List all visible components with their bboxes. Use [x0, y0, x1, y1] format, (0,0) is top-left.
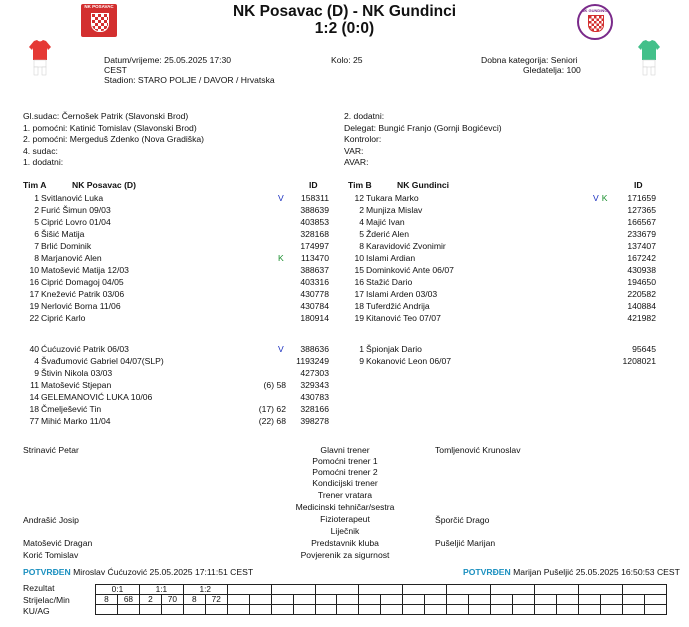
- official-line: Delegat: Bungić Franjo (Gornji Bogićevci): [344, 122, 502, 133]
- player-number: 16: [354, 277, 364, 287]
- player-id: 430783: [300, 392, 329, 402]
- result-grid: [95, 584, 667, 615]
- scorer-cell: [293, 595, 315, 605]
- player-id: 430938: [627, 265, 656, 275]
- score-cell: [447, 585, 491, 595]
- player-number: 1: [359, 344, 364, 354]
- player-number: 22: [29, 313, 39, 323]
- player-sub-minute: (17) 62: [258, 404, 286, 414]
- away-confirmation-text: Marijan Pušeljić 25.05.2025 16:50:53 CEST: [513, 567, 680, 577]
- player-name: Majić Ivan: [366, 217, 405, 227]
- ku-ag-row-label: KU/AG: [23, 606, 50, 616]
- scorer-cell: 70: [161, 595, 183, 605]
- player-row: [23, 265, 333, 276]
- player-name: Šišić Matija: [41, 229, 85, 239]
- player-name: Švađumović Gabriel 04/07(SLP): [41, 356, 164, 366]
- home-confirmation: [23, 567, 253, 577]
- score-cell: [578, 585, 622, 595]
- player-id: 95645: [632, 344, 656, 354]
- official-line: 2. dodatni:: [344, 111, 385, 121]
- away-confirmation: [463, 567, 680, 577]
- player-name: Čmelješević Tin: [41, 404, 102, 414]
- player-number: 19: [354, 313, 364, 323]
- team-a-name: NK Posavac (D): [72, 180, 136, 190]
- player-row: [23, 241, 333, 252]
- player-name: Mihić Marko 11/04: [41, 416, 111, 426]
- away-head-coach: Tomljenović Krunoslav: [435, 445, 521, 455]
- player-name: Svitlanović Luka: [41, 193, 104, 203]
- scorer-cell: 2: [139, 595, 161, 605]
- scorer-cell: [249, 595, 271, 605]
- player-name: Islami Arden 03/03: [366, 289, 438, 299]
- player-name: Dominković Ante 06/07: [366, 265, 454, 275]
- player-row: [348, 205, 658, 216]
- player-number: 10: [354, 253, 364, 263]
- ku-ag-cell: [381, 605, 403, 615]
- ku-ag-cell: [557, 605, 579, 615]
- player-number: 7: [34, 241, 39, 251]
- player-number: 15: [354, 265, 364, 275]
- player-id: 430784: [300, 301, 329, 311]
- player-id: 388639: [300, 205, 329, 215]
- team-b-label: Tim B: [348, 180, 372, 190]
- ku-ag-cell: [205, 605, 227, 615]
- player-sub-minute: (6) 58: [263, 380, 286, 390]
- player-number: 1: [34, 193, 39, 203]
- player-row: [23, 344, 333, 355]
- player-row: [348, 229, 658, 240]
- ku-ag-cell: [578, 605, 600, 615]
- player-name: Tukara Marko: [366, 193, 419, 203]
- player-name: Žderić Alen: [366, 229, 409, 239]
- scorer-cell: 8: [96, 595, 118, 605]
- ku-ag-cell: [622, 605, 644, 615]
- confirmed-badge: POTVRĐEN: [23, 567, 71, 577]
- player-row: [23, 380, 333, 391]
- score-cell: [535, 585, 579, 595]
- player-name: Stažić Dario: [366, 277, 413, 287]
- ku-ag-cell: [96, 605, 118, 615]
- ku-ag-cell: [117, 605, 139, 615]
- player-id: 329343: [300, 380, 329, 390]
- player-name: Ćućuzović Patrik 06/03: [41, 344, 129, 354]
- official-line: AVAR:: [344, 157, 369, 167]
- match-stadium: Stadion: STARO POLJE / DAVOR / Hrvatska: [104, 75, 275, 85]
- player-name: Ciprić Karlo: [41, 313, 86, 323]
- score-cell: [491, 585, 535, 595]
- player-id: 1193249: [296, 356, 329, 366]
- player-name: Matošević Matija 12/03: [41, 265, 129, 275]
- official-line: 1. pomoćni: Katinić Tomislav (Slavonski Brod): [23, 122, 197, 133]
- player-name: Islami Ardian: [366, 253, 416, 263]
- player-id: 194650: [627, 277, 656, 287]
- player-id: 127365: [627, 205, 656, 215]
- player-row: [348, 193, 658, 204]
- match-timezone: CEST: [104, 65, 127, 75]
- match-datetime: Datum/vrijeme: 25.05.2025 17:30: [104, 55, 232, 65]
- player-id: 398278: [300, 416, 329, 426]
- player-number: 16: [29, 277, 39, 287]
- player-name: Kitanović Teo 07/07: [366, 313, 441, 323]
- player-number: 18: [29, 404, 39, 414]
- score-cell: 1:1: [139, 585, 183, 595]
- player-number: 40: [29, 344, 39, 354]
- result-grid-row: [96, 585, 667, 595]
- player-row: [23, 217, 333, 228]
- player-row: [348, 313, 658, 324]
- staff-role-label: Kondicijski trener: [312, 478, 378, 488]
- spectators: Gledatelja: 100: [523, 65, 581, 75]
- official-line: Kontrolor:: [344, 134, 382, 144]
- player-number: 77: [29, 416, 39, 426]
- player-row: [23, 277, 333, 288]
- staff-role-label: Pomoćni trener 2: [312, 467, 378, 477]
- scorer-cell: [337, 595, 359, 605]
- staff-role-label: Predstavnik kluba: [311, 538, 379, 548]
- ku-ag-cell: [161, 605, 183, 615]
- scorer-cell: [535, 595, 557, 605]
- away-shirt-icon: [638, 40, 660, 76]
- player-row: [23, 193, 333, 204]
- scorer-cell: 72: [205, 595, 227, 605]
- player-id: 388637: [300, 265, 329, 275]
- player-name: Matošević Stjepan: [41, 380, 112, 390]
- player-id: 427303: [300, 368, 329, 378]
- player-number: 14: [29, 392, 39, 402]
- scorer-cell: [469, 595, 491, 605]
- player-number: 9: [359, 356, 364, 366]
- official-line: Gl.sudac: Černošek Patrik (Slavonski Brod): [23, 111, 189, 121]
- scorer-cell: [557, 595, 579, 605]
- player-name: Furić Šimun 09/03: [41, 205, 111, 215]
- player-row: [23, 404, 333, 415]
- player-id: 403316: [300, 277, 329, 287]
- role-letter: K: [601, 193, 608, 203]
- home-physio: Andrašić Josip: [23, 515, 79, 525]
- player-row: [348, 301, 658, 312]
- player-number: 8: [34, 253, 39, 263]
- team-b-name: NK Gundinci: [397, 180, 450, 190]
- home-shirt-icon: [29, 40, 51, 76]
- score-cell: [227, 585, 271, 595]
- scorer-cell: [403, 595, 425, 605]
- player-number: 17: [354, 289, 364, 299]
- staff-role-label: Liječnik: [330, 526, 360, 536]
- player-row: [348, 241, 658, 252]
- player-number: 5: [34, 217, 39, 227]
- ku-ag-cell: [139, 605, 161, 615]
- player-id: 171659: [627, 193, 656, 203]
- player-name: Štivin Nikola 03/03: [41, 368, 113, 378]
- ku-ag-cell: [249, 605, 271, 615]
- player-id: 166567: [627, 217, 656, 227]
- score-cell: [315, 585, 359, 595]
- player-number: 10: [29, 265, 39, 275]
- player-id: 328168: [300, 229, 329, 239]
- player-role-mark: K: [278, 253, 284, 263]
- ku-ag-cell: [513, 605, 535, 615]
- player-id: 388636: [300, 344, 329, 354]
- player-number: 11: [30, 380, 39, 390]
- away-club-rep: Pušeljić Marijan: [435, 538, 496, 548]
- player-number: 6: [34, 229, 39, 239]
- scorer-cell: [513, 595, 535, 605]
- scorer-cell: [425, 595, 447, 605]
- scorer-cell: [491, 595, 513, 605]
- player-name: Ciprić Domagoj 04/05: [41, 277, 124, 287]
- confirmed-badge: POTVRĐEN: [463, 567, 511, 577]
- player-id: 174997: [300, 241, 329, 251]
- player-sub-minute: (22) 68: [258, 416, 286, 426]
- team-b-id-header: ID: [634, 180, 643, 190]
- home-confirmation-text: Miroslav Ćućuzović 25.05.2025 17:11:51 CEST: [73, 567, 254, 577]
- player-row: [348, 277, 658, 288]
- player-number: 4: [34, 356, 39, 366]
- player-row: [23, 301, 333, 312]
- score-cell: [403, 585, 447, 595]
- player-id: 158311: [300, 193, 329, 203]
- official-line: 1. dodatni:: [23, 157, 64, 167]
- scorer-cell: [644, 595, 666, 605]
- player-number: 9: [34, 368, 39, 378]
- ku-ag-cell: [469, 605, 491, 615]
- player-id: 167242: [627, 253, 656, 263]
- match-round: Kolo: 25: [331, 55, 363, 65]
- ku-ag-cell: [293, 605, 315, 615]
- player-id: 403853: [300, 217, 329, 227]
- home-logo-text: NK POSAVAC: [84, 4, 114, 9]
- player-row: [23, 392, 333, 403]
- player-name: Kokanović Leon 06/07: [366, 356, 452, 366]
- player-row: [23, 205, 333, 216]
- score-cell: 0:1: [96, 585, 140, 595]
- official-line: 2. pomoćni: Mergeduš Zdenko (Nova Gradiška): [23, 134, 205, 144]
- player-id: 180914: [300, 313, 329, 323]
- ku-ag-cell: [271, 605, 293, 615]
- player-name: Munjiza Mislav: [366, 205, 423, 215]
- player-name: Karavidović Zvonimir: [366, 241, 446, 251]
- player-role-mark: V: [278, 344, 284, 354]
- player-number: 5: [359, 229, 364, 239]
- player-row: [348, 217, 658, 228]
- role-letter: V: [593, 193, 599, 203]
- ku-ag-cell: [227, 605, 249, 615]
- staff-role-label: Povjerenik za sigurnost: [300, 550, 390, 560]
- player-row: [23, 368, 333, 379]
- staff-role-label: Glavni trener: [320, 445, 370, 455]
- staff-role-label: Medicinski tehničar/sestra: [295, 502, 395, 512]
- score-cell: [359, 585, 403, 595]
- ku-ag-cell: [315, 605, 337, 615]
- player-row: [23, 253, 333, 264]
- player-row: [23, 289, 333, 300]
- ku-ag-cell: [491, 605, 513, 615]
- player-name: Marjanović Alen: [41, 253, 102, 263]
- official-line: 4. sudac:: [23, 145, 58, 156]
- player-name: Špionjak Dario: [366, 344, 422, 354]
- scorer-cell: 68: [117, 595, 139, 605]
- player-row: [23, 356, 333, 367]
- player-number: 17: [29, 289, 39, 299]
- ku-ag-cell: [644, 605, 666, 615]
- player-id: 1208021: [622, 356, 656, 366]
- ku-ag-cell: [403, 605, 425, 615]
- scorer-cell: 8: [183, 595, 205, 605]
- scorer-cell: [227, 595, 249, 605]
- scorer-cell: [271, 595, 293, 605]
- ku-ag-cell: [183, 605, 205, 615]
- player-id: 140884: [627, 301, 656, 311]
- staff-role-label: Pomoćni trener 1: [312, 456, 378, 466]
- player-id: 137407: [627, 241, 656, 251]
- player-number: 2: [359, 205, 364, 215]
- player-name: Knežević Patrik 03/06: [41, 289, 125, 299]
- player-role-mark: V: [278, 193, 284, 203]
- player-number: 2: [34, 205, 39, 215]
- player-row: [23, 229, 333, 240]
- player-row: [23, 416, 333, 427]
- player-row: [348, 289, 658, 300]
- scorer-row-label: Strijelac/Min: [23, 595, 70, 605]
- result-grid-row: [96, 595, 667, 605]
- score-cell: 1:2: [183, 585, 227, 595]
- player-name: GELEMANOVIĆ LUKA 10/06: [41, 392, 153, 402]
- ku-ag-cell: [447, 605, 469, 615]
- player-name: Nerlović Borna 11/06: [41, 301, 121, 311]
- age-category: Dobna kategorija: Seniori: [481, 55, 578, 65]
- ku-ag-cell: [425, 605, 447, 615]
- player-row: [348, 344, 658, 355]
- player-number: 8: [359, 241, 364, 251]
- scorer-cell: [381, 595, 403, 605]
- away-logo-text: NK GUNDINCI: [581, 8, 609, 13]
- player-id: 328166: [300, 404, 329, 414]
- scorer-cell: [359, 595, 381, 605]
- player-row: [348, 253, 658, 264]
- ku-ag-cell: [359, 605, 381, 615]
- score-cell: [271, 585, 315, 595]
- player-name: Tuferdžić Andrija: [366, 301, 430, 311]
- ku-ag-cell: [535, 605, 557, 615]
- home-club-rep: Matošević Dragan: [23, 538, 93, 548]
- player-id: 233679: [627, 229, 656, 239]
- player-row: [348, 356, 658, 367]
- staff-role-label: Fizioterapeut: [320, 514, 370, 524]
- score-cell: [622, 585, 666, 595]
- player-id: 220582: [627, 289, 656, 299]
- home-head-coach: Strinavić Petar: [23, 445, 79, 455]
- scorer-cell: [600, 595, 622, 605]
- scorer-cell: [622, 595, 644, 605]
- player-number: 19: [29, 301, 39, 311]
- player-number: 18: [354, 301, 364, 311]
- player-row: [23, 313, 333, 324]
- ku-ag-cell: [600, 605, 622, 615]
- player-row: [348, 265, 658, 276]
- player-name: Brlić Dominik: [41, 241, 92, 251]
- scorer-cell: [447, 595, 469, 605]
- home-security-officer: Korić Tomislav: [23, 550, 79, 560]
- match-title: NK Posavac (D) - NK Gundinci: [232, 3, 457, 20]
- official-line: VAR:: [344, 145, 364, 156]
- team-a-label: Tim A: [23, 180, 47, 190]
- result-grid-row: [96, 605, 667, 615]
- away-physio: Šporčić Drago: [435, 515, 490, 525]
- player-id: 421982: [627, 313, 656, 323]
- player-name: Ciprić Lovro 01/04: [41, 217, 111, 227]
- scorer-cell: [578, 595, 600, 605]
- scorer-cell: [315, 595, 337, 605]
- team-a-id-header: ID: [309, 180, 318, 190]
- staff-role-label: Trener vratara: [317, 490, 373, 500]
- player-number: 12: [354, 193, 364, 203]
- player-id: 113470: [300, 253, 329, 263]
- ku-ag-cell: [337, 605, 359, 615]
- player-id: 430778: [300, 289, 329, 299]
- match-score: 1:2 (0:0): [314, 20, 375, 37]
- player-number: 4: [359, 217, 364, 227]
- result-row-label: Rezultat: [23, 583, 55, 593]
